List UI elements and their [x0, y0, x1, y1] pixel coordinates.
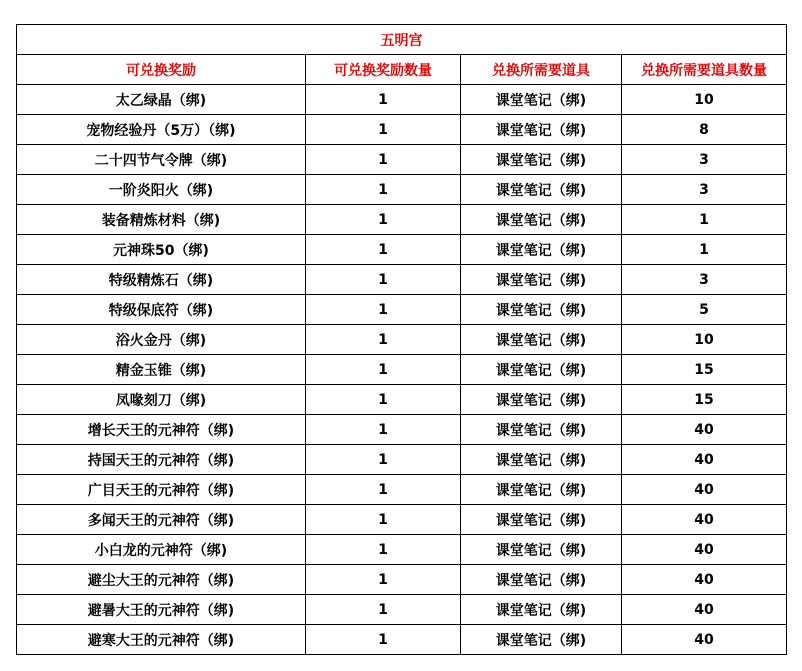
reward-quantity-cell: 1 [306, 145, 461, 175]
table-row [17, 85, 787, 115]
table-row [17, 205, 787, 235]
table-row [17, 505, 787, 535]
table-row [17, 385, 787, 415]
reward-quantity-cell: 1 [306, 565, 461, 595]
required-item-cell: 课堂笔记（绑) [461, 475, 622, 505]
reward-cell: 避暑大王的元神符（绑) [17, 595, 306, 625]
reward-quantity-cell: 1 [306, 295, 461, 325]
required-item-quantity-cell: 40 [622, 625, 787, 655]
required-item-quantity-cell: 15 [622, 385, 787, 415]
required-item-cell: 课堂笔记（绑) [461, 535, 622, 565]
required-item-cell: 课堂笔记（绑) [461, 505, 622, 535]
reward-cell: 二十四节气令牌（绑) [17, 145, 306, 175]
reward-quantity-cell: 1 [306, 535, 461, 565]
reward-quantity-cell: 1 [306, 475, 461, 505]
table-body [17, 85, 787, 655]
table-row [17, 145, 787, 175]
required-item-cell: 课堂笔记（绑) [461, 205, 622, 235]
required-item-quantity-cell: 1 [622, 205, 787, 235]
reward-cell: 小白龙的元神符（绑) [17, 535, 306, 565]
table-row [17, 175, 787, 205]
required-item-cell: 课堂笔记（绑) [461, 595, 622, 625]
header-row [17, 55, 787, 85]
required-item-quantity-cell: 1 [622, 235, 787, 265]
required-item-quantity-cell: 40 [622, 475, 787, 505]
table-title: 五明宫 [17, 25, 787, 55]
reward-cell: 避尘大王的元神符（绑) [17, 565, 306, 595]
required-item-cell: 课堂笔记（绑) [461, 415, 622, 445]
reward-quantity-cell: 1 [306, 85, 461, 115]
required-item-quantity-cell: 40 [622, 565, 787, 595]
table-row [17, 535, 787, 565]
reward-cell: 太乙绿晶（绑) [17, 85, 306, 115]
required-item-cell: 课堂笔记（绑) [461, 355, 622, 385]
reward-cell: 持国天王的元神符（绑) [17, 445, 306, 475]
reward-quantity-cell: 1 [306, 505, 461, 535]
required-item-cell: 课堂笔记（绑) [461, 445, 622, 475]
reward-quantity-cell: 1 [306, 235, 461, 265]
required-item-quantity-cell: 40 [622, 535, 787, 565]
reward-cell: 浴火金丹（绑) [17, 325, 306, 355]
header-reward-quantity: 可兑换奖励数量 [306, 55, 461, 85]
reward-cell: 宠物经验丹（5万）（绑) [17, 115, 306, 145]
reward-quantity-cell: 1 [306, 415, 461, 445]
reward-cell: 多闻天王的元神符（绑) [17, 505, 306, 535]
required-item-quantity-cell: 40 [622, 415, 787, 445]
required-item-cell: 课堂笔记（绑) [461, 175, 622, 205]
header-reward: 可兑换奖励 [17, 55, 306, 85]
required-item-quantity-cell: 3 [622, 175, 787, 205]
reward-quantity-cell: 1 [306, 115, 461, 145]
required-item-cell: 课堂笔记（绑) [461, 115, 622, 145]
reward-quantity-cell: 1 [306, 205, 461, 235]
required-item-quantity-cell: 3 [622, 265, 787, 295]
reward-cell: 特级精炼石（绑) [17, 265, 306, 295]
header-required-item: 兑换所需要道具 [461, 55, 622, 85]
table-row [17, 565, 787, 595]
reward-cell: 凤喙刻刀（绑) [17, 385, 306, 415]
exchange-table [16, 24, 787, 655]
reward-cell: 元神珠50（绑) [17, 235, 306, 265]
table-head [17, 25, 787, 85]
required-item-quantity-cell: 40 [622, 445, 787, 475]
required-item-cell: 课堂笔记（绑) [461, 145, 622, 175]
table-row [17, 415, 787, 445]
reward-cell: 广目天王的元神符（绑) [17, 475, 306, 505]
title-row [17, 25, 787, 55]
reward-quantity-cell: 1 [306, 595, 461, 625]
table-row [17, 325, 787, 355]
required-item-quantity-cell: 5 [622, 295, 787, 325]
required-item-cell: 课堂笔记（绑) [461, 325, 622, 355]
reward-quantity-cell: 1 [306, 625, 461, 655]
required-item-cell: 课堂笔记（绑) [461, 295, 622, 325]
required-item-quantity-cell: 8 [622, 115, 787, 145]
reward-cell: 增长天王的元神符（绑) [17, 415, 306, 445]
reward-quantity-cell: 1 [306, 355, 461, 385]
required-item-quantity-cell: 3 [622, 145, 787, 175]
table-row [17, 115, 787, 145]
reward-cell: 装备精炼材料（绑) [17, 205, 306, 235]
table-row [17, 445, 787, 475]
required-item-cell: 课堂笔记（绑) [461, 385, 622, 415]
table-row [17, 295, 787, 325]
required-item-quantity-cell: 40 [622, 595, 787, 625]
table-row [17, 235, 787, 265]
reward-cell: 特级保底符（绑) [17, 295, 306, 325]
reward-quantity-cell: 1 [306, 325, 461, 355]
required-item-cell: 课堂笔记（绑) [461, 265, 622, 295]
table-row [17, 265, 787, 295]
required-item-cell: 课堂笔记（绑) [461, 625, 622, 655]
reward-quantity-cell: 1 [306, 175, 461, 205]
required-item-quantity-cell: 10 [622, 85, 787, 115]
reward-cell: 避寒大王的元神符（绑) [17, 625, 306, 655]
table-row [17, 475, 787, 505]
required-item-quantity-cell: 40 [622, 505, 787, 535]
reward-quantity-cell: 1 [306, 265, 461, 295]
reward-quantity-cell: 1 [306, 445, 461, 475]
table-row [17, 595, 787, 625]
reward-cell: 精金玉锥（绑) [17, 355, 306, 385]
required-item-cell: 课堂笔记（绑) [461, 565, 622, 595]
required-item-cell: 课堂笔记（绑) [461, 85, 622, 115]
header-required-item-quantity: 兑换所需要道具数量 [622, 55, 787, 85]
table-row [17, 355, 787, 385]
required-item-quantity-cell: 10 [622, 325, 787, 355]
required-item-quantity-cell: 15 [622, 355, 787, 385]
table-row [17, 625, 787, 655]
reward-quantity-cell: 1 [306, 385, 461, 415]
reward-cell: 一阶炎阳火（绑) [17, 175, 306, 205]
required-item-cell: 课堂笔记（绑) [461, 235, 622, 265]
